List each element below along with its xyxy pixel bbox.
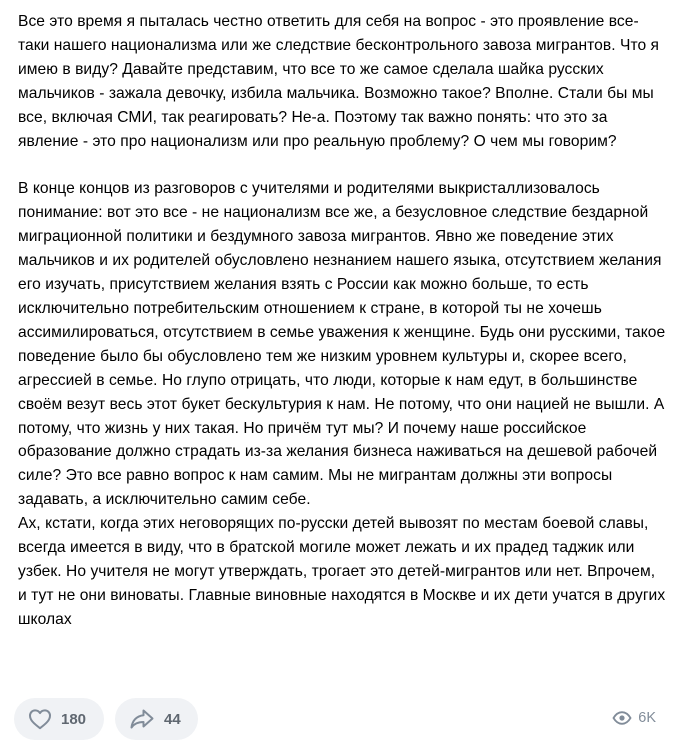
views-count: 6K <box>638 710 656 726</box>
post-paragraph-2: В конце концов из разговоров с учителями и родителями выкристаллизовалось понимание: вот это все - не национализм все же, а безусловное следствие бездарной миграционной политики и бездумного завоза мигрантов. Явно же поведение этих мальчиков и их родителей обусловлено незнанием нашего языка, отсутствием желания его изучать, присутствием желания взять с России как можно больше, то есть исключительно потребительским отношением к стране, в которой ты не хочешь ассимилироваться, отсутствием в семье уважения к женщине. Будь они русскими, такое поведение было бы обусловлено тем же низким уровнем культуры и, скорее всего, агрессией в семье. Но глупо отрицать, что люди, которые к нам едут, в большинстве своём везут весь этот букет бескультурия к нам. Не потому, что они нацией не вышли. А потому, что жизнь у них такая. Но причём тут мы? И почему наше российское образование должно страдать из-за желания бизнеса наживаться на дешевой рабочей силе? Это все равно вопрос к нам самим. Мы не мигрантам должны эти вопросы задавать, а исключительно самим себе. <box>18 180 666 509</box>
paragraph-spacer <box>18 153 666 177</box>
post-text <box>18 10 666 632</box>
post-paragraph-3: Ах, кстати, когда этих неговорящих по-русски детей вывозят по местам боевой славы, всегда имеется в виду, что в братской могиле может лежать и их прадед таджик или узбек. Но учителя не могут утверждать, трогает это детей-мигрантов или нет. Впрочем, и тут не они виноваты. Главные виновные находятся в Москве и их дети учатся в других школах <box>18 515 666 628</box>
post-actions <box>14 698 198 740</box>
share-count: 44 <box>164 710 181 728</box>
post-paragraph-1: Все это время я пыталась честно ответить для себя на вопрос - это проявление все-таки нашего национализма или же следствие бесконтрольного завоза мигрантов. Что я имею в виду? Давайте представим, что все то же самое сделала шайка русских мальчиков - зажала девочку, избила мальчика. Возможно такое? Вполне. Стали бы мы все, включая СМИ, так реагировать? Не-а. Поэтому так важно понять: что это за явление - это про национализм или про реальную проблему? О чем мы говорим? <box>18 13 660 150</box>
like-button[interactable] <box>14 698 104 740</box>
views-counter <box>612 708 656 728</box>
share-button[interactable] <box>115 698 198 740</box>
share-arrow-icon <box>129 706 155 732</box>
like-count: 180 <box>61 710 87 728</box>
heart-icon <box>28 706 52 732</box>
eye-icon <box>612 708 632 728</box>
